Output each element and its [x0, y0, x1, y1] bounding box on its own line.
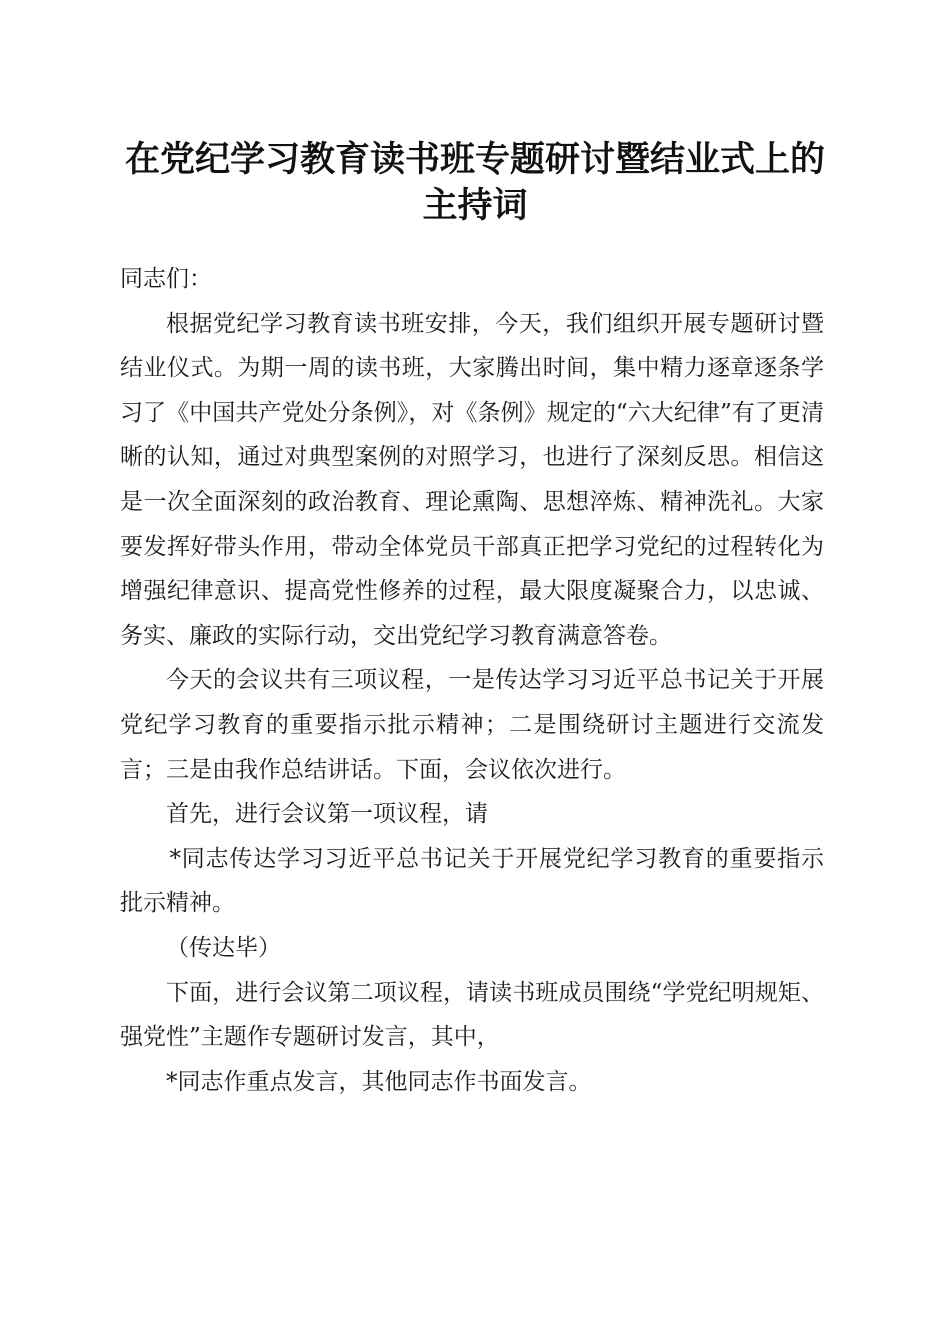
document-title-line-1: 在党纪学习教育读书班专题研讨暨结业式上的	[124, 139, 825, 180]
paragraph: 根据党纪学习教育读书班安排，今天，我们组织开展专题研讨暨结业仪式。为期一周的读书班，大家腾出时间，集中精力逐章逐条学习了《中国共产党处分条例》，对《条例》规定的“六大纪律”有了更清晰的认知，通过对典型案例的对照学习，也进行了深刻反思。相信这是一次全面深刻的政治教育、理论熏陶、思想淬炼、精神洗礼。大家要发挥好带头作用，带动全体党员干部真正把学习党纪的过程转化为增强纪律意识、提高党性修养的过程，最大限度凝聚合力，以忠诚、务实、廉政的实际行动，交出党纪学习教育满意答卷。	[120, 310, 824, 649]
document-title-line-2: 主持词	[422, 185, 528, 226]
paragraph: *同志传达学习习近平总书记关于开展党纪学习教育的重要指示批示精神。	[120, 845, 824, 917]
paragraph: *同志作重点发言，其他同志作书面发言。	[166, 1068, 592, 1095]
salutation: 同志们：	[120, 266, 212, 292]
paragraph: 今天的会议共有三项议程，一是传达学习习近平总书记关于开展党纪学习教育的重要指示批示精神；二是围绕研讨主题进行交流发言；三是由我作总结讲话。下面，会议依次进行。	[120, 667, 824, 783]
paragraph: （传达毕）	[166, 934, 281, 961]
document-body	[120, 257, 824, 1104]
paragraph: 首先，进行会议第一项议程，请	[166, 801, 488, 828]
paragraph: 下面，进行会议第二项议程，请读书班成员围绕“学党纪明规矩、强党性”主题作专题研讨发言，其中，	[120, 979, 824, 1051]
